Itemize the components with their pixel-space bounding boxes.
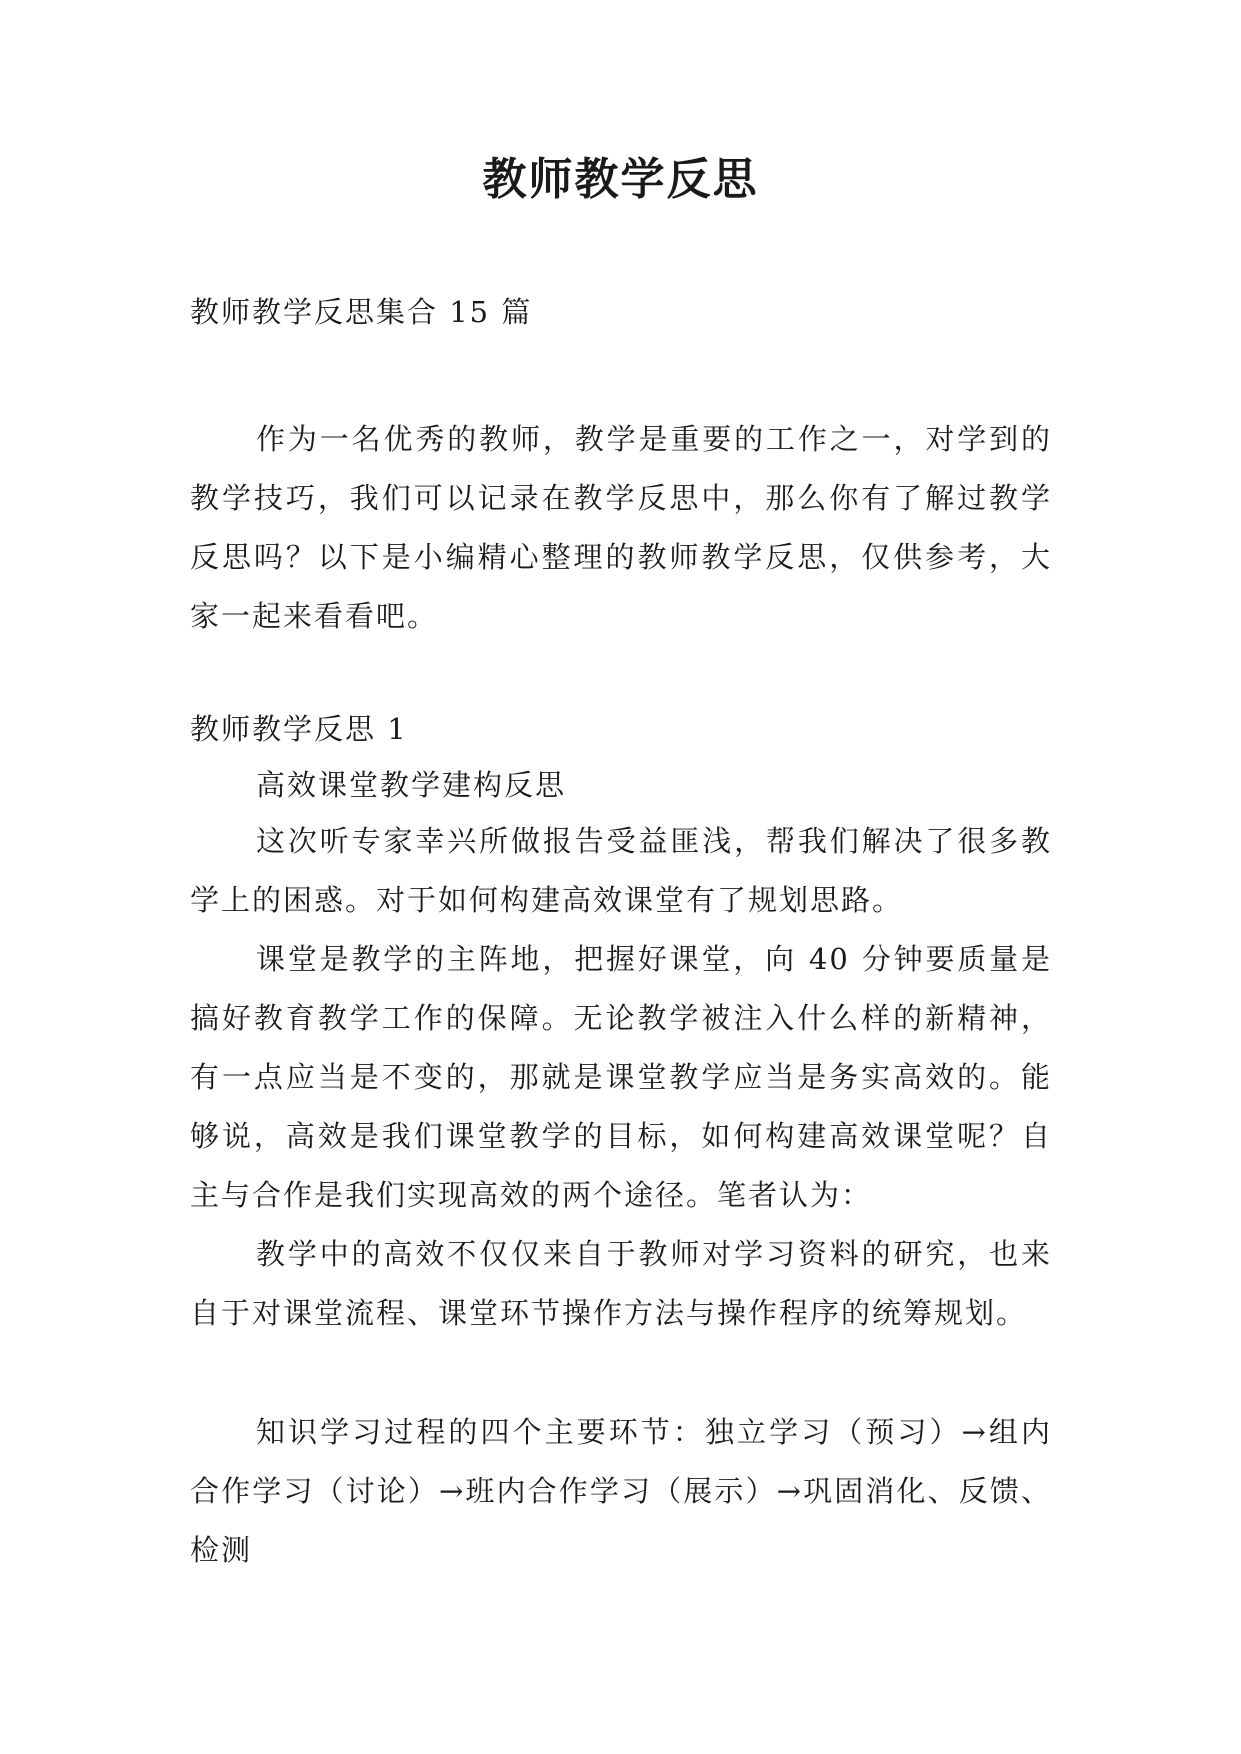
intro-paragraph: 作为一名优秀的教师，教学是重要的工作之一，对学到的教学技巧，我们可以记录在教学反思中，那么你有了解过教学反思吗？以下是小编精心整理的教师教学反思，仅供参考，大家一起来看看吧。: [190, 422, 1052, 633]
body-paragraph: 课堂是教学的主阵地，把握好课堂，向 40 分钟要质量是搞好教育教学工作的保障。无论教学被注入什么样的新精神，有一点应当是不变的，那就是课堂教学应当是务实高效的。能够说，高效是我们课堂教学的目标，如何构建高效课堂呢？自主与合作是我们实现高效的两个途径。笔者认为：: [190, 942, 1052, 1212]
body-paragraph: 知识学习过程的四个主要环节：独立学习（预习）→组内合作学习（讨论）→班内合作学习（展示）→巩固消化、反馈、检测: [190, 1415, 1052, 1567]
document-title: 教师教学反思: [482, 154, 759, 205]
section-heading: 教师教学反思 1: [190, 712, 408, 746]
document-subtitle: 教师教学反思集合 15 篇: [190, 295, 533, 329]
body-paragraph: 这次听专家幸兴所做报告受益匪浅，帮我们解决了很多教学上的困惑。对于如何构建高效课堂有了规划思路。: [190, 824, 1052, 917]
section-subheading: 高效课堂教学建构反思: [256, 768, 567, 802]
body-paragraph: 教学中的高效不仅仅来自于教师对学习资料的研究，也来自于对课堂流程、课堂环节操作方法与操作程序的统筹规划。: [190, 1237, 1052, 1330]
